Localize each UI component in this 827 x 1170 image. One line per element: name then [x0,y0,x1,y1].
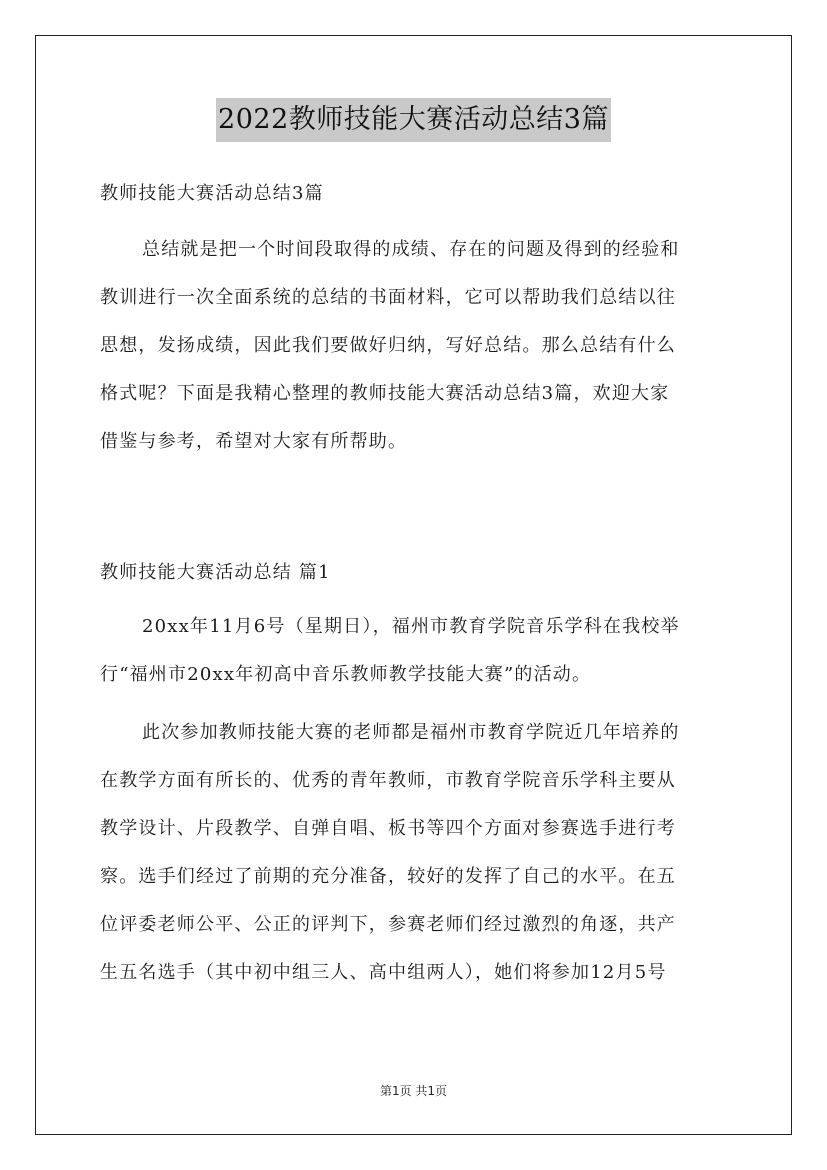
document-title: 2022教师技能大赛活动总结3篇 [216,98,611,142]
paragraph-line: 位评委老师公平、公正的评判下，参赛老师们经过激烈的角逐，共产 [100,914,676,935]
title-wrap [0,98,827,142]
paragraph-line: 生五名选手（其中初中组三人、高中组两人），她们将参加12月5号 [100,962,667,983]
intro-line: 教训进行一次全面系统的总结的书面材料，它可以帮助我们总结以往 [100,287,676,308]
page-footer: 第1页 共1页 [379,1084,448,1098]
intro-line: 借鉴与参考，希望对大家有所帮助。 [100,431,408,452]
section-heading: 教师技能大赛活动总结 篇1 [100,562,331,583]
section-heading-block [100,549,727,597]
intro-line: 总结就是把一个时间段取得的成绩、存在的问题及得到的经验和 [142,239,680,260]
paragraph-line: 行“福州市20xx年初高中音乐教师教学技能大赛”的活动。 [100,664,592,685]
paragraph-1 [100,603,727,699]
paragraph-2 [100,709,727,997]
paragraph-line: 教学设计、片段教学、自弹自唱、板书等四个方面对参赛选手进行考 [100,818,676,839]
paragraph-line: 在教学方面有所长的、优秀的青年教师，市教育学院音乐学科主要从 [100,770,676,791]
intro-paragraph [100,226,727,466]
paragraph-line: 察。选手们经过了前期的充分准备，较好的发挥了自己的水平。在五 [100,866,676,887]
intro-line: 格式呢？下面是我精心整理的教师技能大赛活动总结3篇，欢迎大家 [100,383,670,404]
subtitle-block [100,170,727,218]
intro-line: 思想，发扬成绩，因此我们要做好归纳，写好总结。那么总结有什么 [100,335,676,356]
document-subtitle: 教师技能大赛活动总结3篇 [100,183,324,204]
paragraph-line: 20xx年11月6号（星期日），福州市教育学院音乐学科在我校举 [142,616,680,637]
paragraph-line: 此次参加教师技能大赛的老师都是福州市教育学院近几年培养的 [142,722,680,743]
